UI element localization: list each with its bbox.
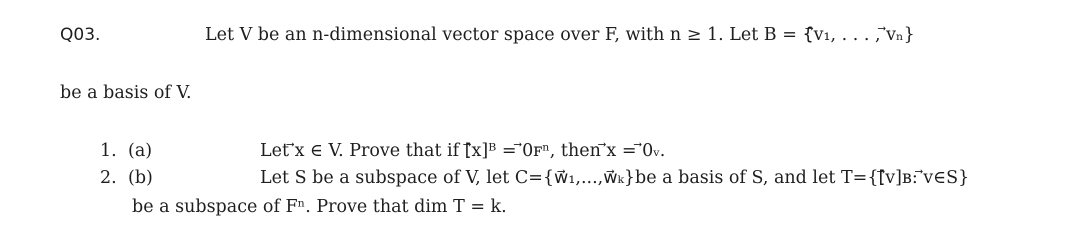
list-item-continuation: be a subspace of Fⁿ. Prove that dim T = k. [132,197,507,217]
list-item-number: 2. [100,168,117,188]
question-number: Q03. [60,25,101,45]
list-item-label: (a) [128,141,153,161]
list-item-number: 1. [100,141,117,161]
list-item-label: (b) [128,168,153,188]
list-item-text: Let S be a subspace of V, let C={w⃗₁,...,w⃗ₖ}be a basis of S, and let T={[⃗v]ʙ: ⃗v∈S} [260,168,970,188]
question-intro-continuation: be a basis of V. [60,83,192,103]
question-intro: Let V be an n-dimensional vector space over F, with n ≥ 1. Let B = {⃗v₁, . . . , ⃗vₙ} [205,25,915,45]
list-item-text: Let ⃗x ∈ V. Prove that if [⃗x]ᴮ = ⃗0ꜰⁿ, then ⃗x = ⃗0ᵥ. [260,141,666,161]
